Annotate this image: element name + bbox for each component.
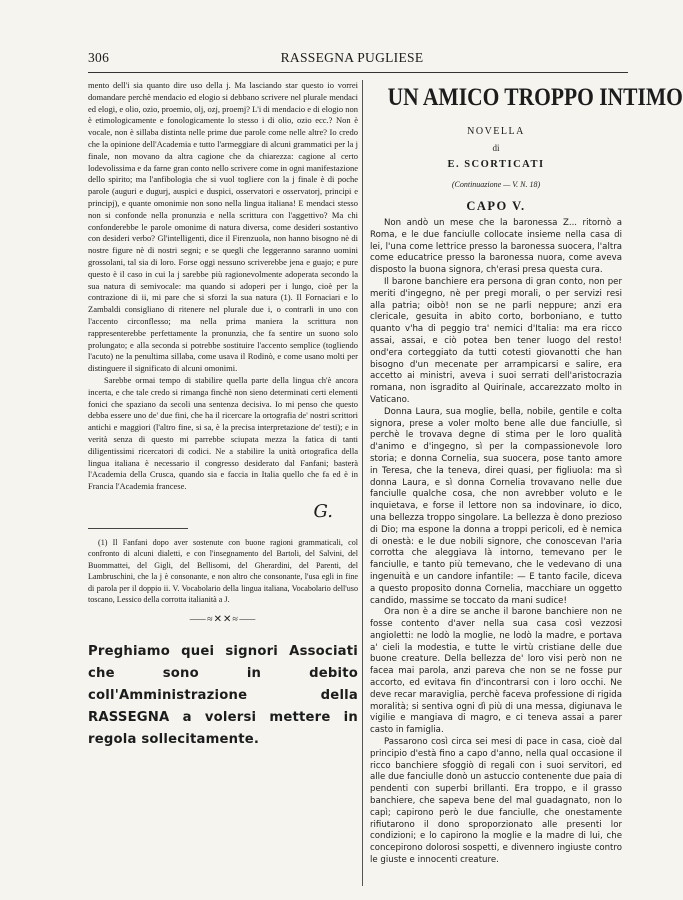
story-paragraph-3: Donna Laura, sua moglie, bella, nobile, gentile e colta signora, prese a voler molto bene alle due fanciulle, sì perchè le trovava degne di stima per le loro qualità d'animo e d'ingegno, sì per la compassionevole loro storia; e donna Cornelia, sua suocera, pose tanto amore in Teresa, che la teneva, direi quasi, per figliuola: ma sì donna Laura, e sì donna Cornelia trovavano nelle due fanciulle qualche cosa, che non avrebber voluto e le inquietava, e forse il lettore non sa indovinare, io dico, una bellezza troppo singolare. La bellezza è dono prezioso di Dio; ma espone la donna a troppi pericoli, ed è nemica di onestà: e le due nobili signore, che conoscevan l'aria corrotta che aleggiava là intorno, temevano per le fanciulle, e tanto più temevano, che le vedevano di una ingenuità e un candore infantile: — E tanto facile, diceva a questo proposito donna Cornelia, macchiare un oggetto candido, massime se toccato da mani sudice! bbox=[370, 406, 622, 606]
running-head bbox=[88, 50, 616, 70]
right-column bbox=[370, 84, 683, 867]
footnote: (1) Il Fanfani dopo aver sostenute con buone ragioni grammaticali, col confronto di alcuni dialetti, e con l'insegnamento del Bartoli, del Salvini, del Buommattei, del Gigli, del Bellisomi, del Gherardini, del Parenti, del Lambruschini, che la j è consonante, e non altro che consonante, l'usa egli in fine di parola per il doppio ii. V. Vocabolario della lingua italiana, Vocabolario dell'uso toscano, Lessico della corrotta italianità a J. bbox=[88, 537, 358, 605]
left-paragraph-1: mento dell'i sia quanto dire uso della j. Ma lasciando star questo io vorrei domandare perchè mendacio ed elogio si debbano scrivere nel plurale mendaci ed elogi, e olio, ozio, proemio, olj, ozj, proemj? L'i di mendacio e di elogio non è etimologicamente e fonologicamente lo stesso i di olio, ozio ecc.? Non è vocale, non è sillaba distinta nelle prime due parole come nelle altre? Io credo che la opinione dell'Academia e tutto l'armeggiare di alcuni grammatici per la j finale, non movano da altra cagione che da chiarezza: cagione al certo lodevolissima e da farne gran conto nello scrivere come in ogni manifestazione dello spirito; ma l'anfibologia che si vuol togliere con la j finale è di poche parole (auguri e dugurj, auspici e duspici, osservatori e osservatorj, principi e principj), e quante omonimie non sono nella lingua italiana! E mendaci stesso non si confonde nella pronunzia e nella scrittura con l'aggettivo? Ma chi confonderebbe le parole omonime di natura diversa, come desideri sostantivo con desideri verbo? Gl'intelligenti, dice il Firenzuola, non hanno bisogno nè di nostre figure nè di nostri segni; e se quegli che leggeranno saranno uomini grossolani, tal sia di loro. Forse oggi nessuno scriverebbe jena e guajo; e pure questo è il caso in cui la j sarebbe più ragionevolmente adoperata secondo la sua natura di semivocale: ma quando si adoperi per i lungo, cioè per la contrazione di ii, mi pare che si sforzi la sua natura (1). Il Fornaciari e lo Zambaldi consigliano di ritenere nel plurale due i, o contrarli in uno con l'accento circonflesso; ma nella prima maniera la scrittura non rappresenterebbe perfettamente la pronunzia, che fa sentire un suono solo prolungato; e alla seconda si potrebbe sostituire l'accento semplice (togliendo l'acuto) ne la penultima sillaba, come usava il Rodinò, e come usano molti per distinguere il significato di alcuni omonimi. bbox=[88, 80, 358, 374]
story-paragraph-2: Il barone banchiere era persona di gran conto, non per meriti d'ingegno, nè per pregi morali, o per servizi resi alla patria; oibò! non se ne parli neppure; anzi era clericale, gesuita in abito corto, borboniano, e tutto quanto v'ha di peggio tra' nemici d'Italia: ma era ricco assai, assai, e ciò potea ben tener luogo del resto! ond'era corteggiato da tutti cotesti giovanotti che han bisogno d'un mecenate per arrampicarsi e salire, era accetto ai ministri, aveva i suoi serrati dell'aristocrazia romana, non isgradito al Quirinale, accarezzato molto in Vaticano. bbox=[370, 276, 622, 405]
byline-di: di bbox=[492, 143, 500, 153]
header-rule bbox=[88, 72, 628, 73]
ornament-divider: ⸺≈✕✕≈⸺ bbox=[189, 613, 257, 625]
left-column bbox=[88, 80, 358, 751]
story-title: UN AMICO TROPPO INTIMO bbox=[387, 84, 683, 111]
left-paragraph-2: Sarebbe ormai tempo di stabilire quella parte della lingua ch'è ancora incerta, e che tale credo si rimanga finchè non sieno determinati certi elementi fonici che spaziano da secoli una sentenza decisiva. Io mi penso che questo debba essere uno de' due fini, che ha il ricercare la ortografia de' nostri scrittori antichi e maggiori (l'altro fine, si sa, è la precisa interpretazione de' testi); e in verità senza di questo mi parrebbe sciupata mezza la fatica di tanti diligentissimi ricercatori di codici. Ne a stabilire la unità ortografica della lingua italiana è necessario il congresso desiderato dal Fanfani; basterà l'Academia della Crusca, quando sia e faccia in Italia quello che fa ed è in Francia l'Academia francese. bbox=[88, 374, 358, 492]
chapter-heading: CAPO V. bbox=[466, 199, 526, 213]
journal-title: RASSEGNA PUGLIESE bbox=[280, 50, 424, 65]
story-paragraph-5: Passarono così circa sei mesi di pace in casa, cioè dal principio d'està fino a capo d'anno, nella qual occasione il ricco banchiere sfoggiò di regali con i suoi servitori, ed alle due fanciulle donò un astuccio contenente due paia di pendenti con superbi brillanti. Era troppo, e il grasso banchiere, che sapeva bene del mal guadagnato, non lo capì; capirono però le due fanciulle, che onestamente rifiutarono il dono sproporzionato alle presenti lor condizioni; e lo capirono la moglie e la madre di lui, che concepirono dolorosi sospetti, e divennero ingiuste contro le giuste e innocenti creature. bbox=[370, 737, 622, 866]
continuation-note: (Continuazione — V. N. 18) bbox=[451, 180, 541, 189]
page-number: 306 bbox=[88, 50, 110, 65]
subscriber-notice: Preghiamo quei signori Associati che sono in debito coll'Amministrazione della RASSEGNA a volersi mettere in regola sollecitamente. bbox=[88, 643, 358, 747]
story-author: E. SCORTICATI bbox=[447, 159, 545, 170]
story-paragraph-1: Non andò un mese che la baronessa Z... ritornò a Roma, e le due fanciulle collocate insieme nella casa di lei, l'una come lettrice presso la baronessa suocera, l'altra come educatrice presso la baronessa nuora, come aveva disposto la buona signora, ch'erasi presa questa cura. bbox=[370, 218, 622, 276]
story-genre: NOVELLA bbox=[467, 126, 525, 137]
story-paragraph-4: Ora non è a dire se anche il barone banchiere non ne fosse contento d'aver nella sua casa così vezzosi angioletti: ne lodò la moglie, ne lodò la madre, e portava a' cieli la modestia, e tutte le virtù cristiane delle due buone creature. Della bellezza de' loro visi però non ne facea mai parola, anzi pareva che non se ne fosse pur accorto, ed evitava fin d'incontrarsi con i loro occhi. Ne deve recar maraviglia, perchè faceva professione di rigida moralità; si sentiva ogni dì più di una messa, digiunava le vigilie e mangiava di magro, e ci teneva assai a parer casto in famiglia. bbox=[370, 607, 622, 736]
footnote-rule bbox=[88, 528, 188, 529]
column-divider bbox=[362, 80, 363, 886]
author-signature: G. bbox=[313, 500, 333, 522]
